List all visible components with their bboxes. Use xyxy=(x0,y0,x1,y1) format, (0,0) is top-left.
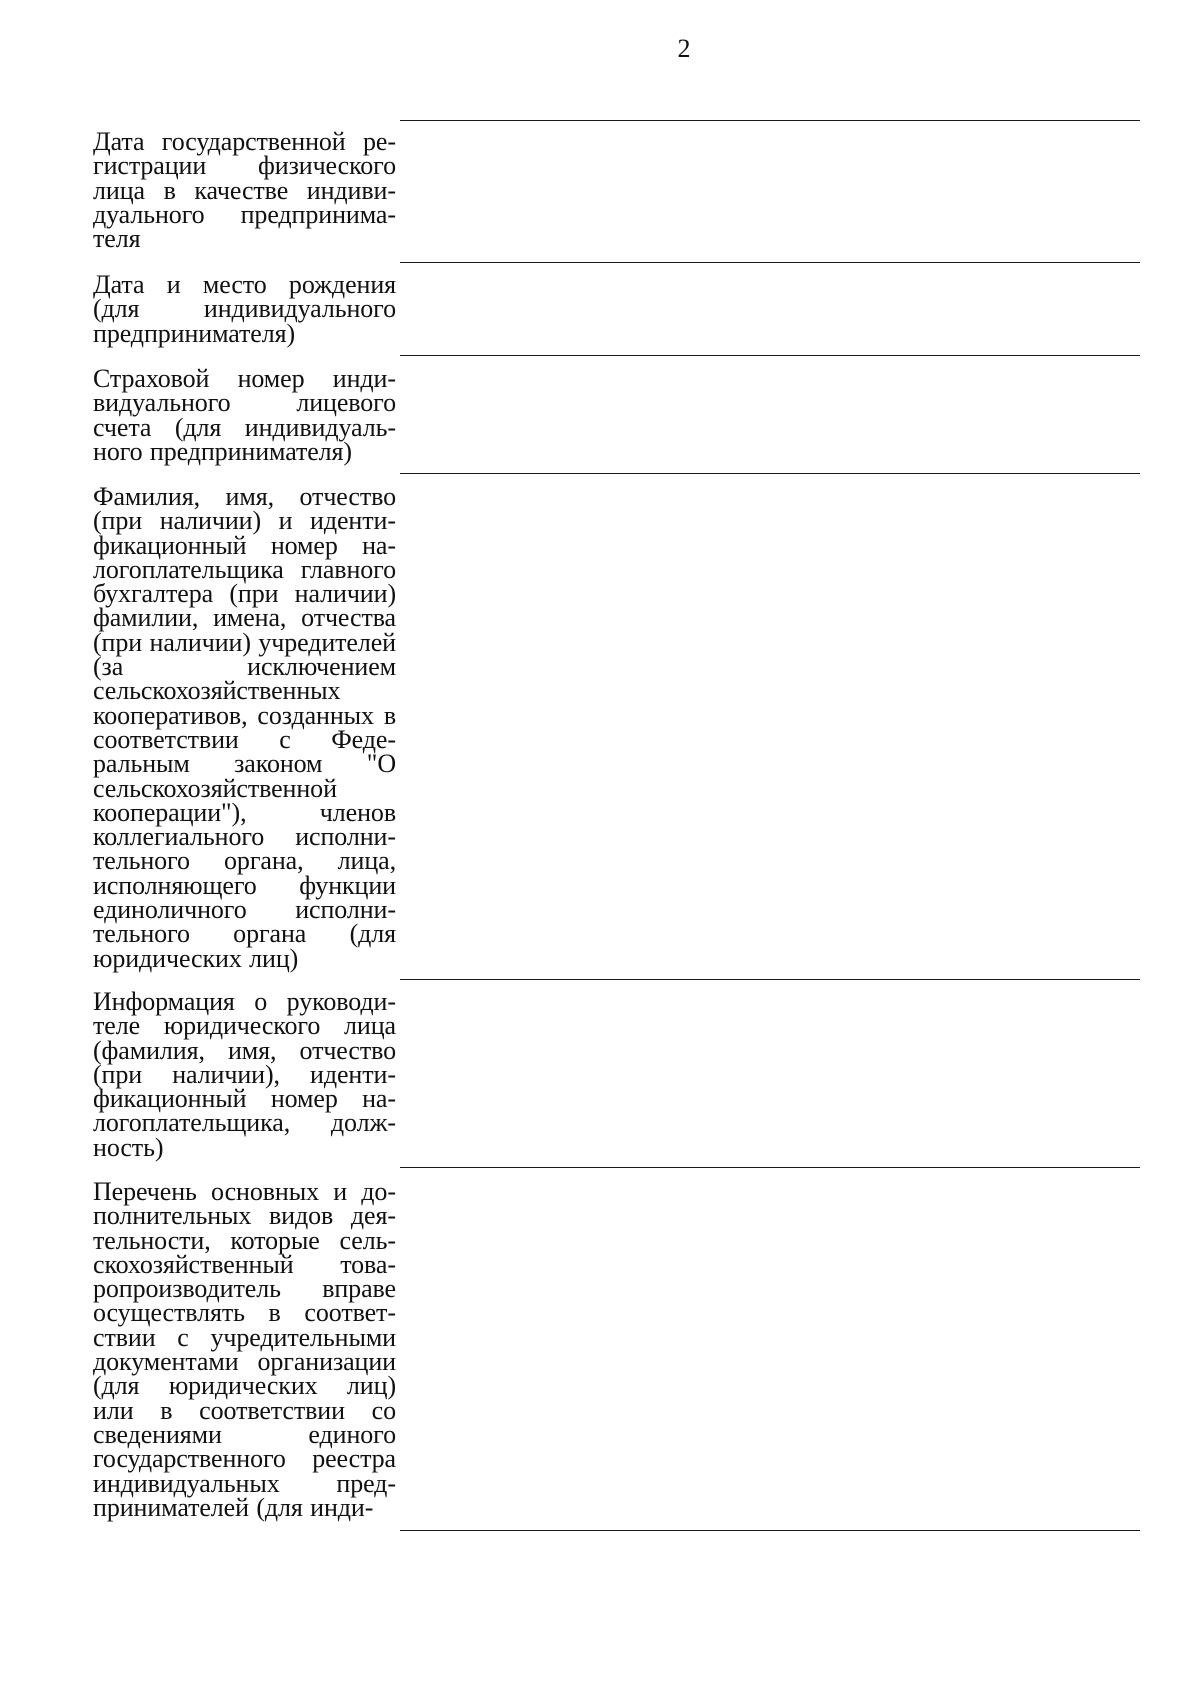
row-divider xyxy=(400,355,1140,356)
field-label-birth-date-place: Дата и место рождения (для индивидуального предпринимателя) xyxy=(93,270,396,348)
row-divider xyxy=(400,979,1140,980)
page-number: 2 xyxy=(677,34,691,63)
field-label-activities-list: Перечень основных и дополнительных видов деятельности, которые сельскохозяйственный товаропроизводитель вправе осуществлять в соответствии с учредительными документами организации (для юридических лиц) или в соответствии со сведениями единого государственного реестра индивидуальных предпринимателей (для инди- xyxy=(93,1177,396,1522)
field-label-accountant-founders: Фамилия, имя, отчество (при наличии) и идентификационный номер налогоплательщика главного бухгалтера (при наличии) фамилии, имена, отчества (при наличии) учредителей (за исключением сельскохозяйственных кооперативов, созданных в соответствии с Федеральным законом "О сельскохозяйственной кооперации"), членов коллегиального исполнительного органа, лица, исполняющего функции единоличного исполнительного органа (для юридических лиц) xyxy=(93,482,396,973)
field-label-registration-date: Дата государственной регистрации физического лица в качестве индивидуального предпринимателя xyxy=(93,127,396,254)
row-divider xyxy=(400,1530,1140,1531)
field-label-insurance-number: Страховой номер индивидуального лицевого счета (для индивидуального предпринимателя) xyxy=(93,364,396,466)
row-divider xyxy=(400,262,1140,263)
field-label-head-of-entity: Информация о руководителе юридического лица (фамилия, имя, отчество (при наличии), идентификационный номер налогоплательщика, должность) xyxy=(93,987,396,1162)
row-divider xyxy=(400,1167,1140,1168)
row-divider xyxy=(400,120,1140,121)
row-divider xyxy=(400,473,1140,474)
